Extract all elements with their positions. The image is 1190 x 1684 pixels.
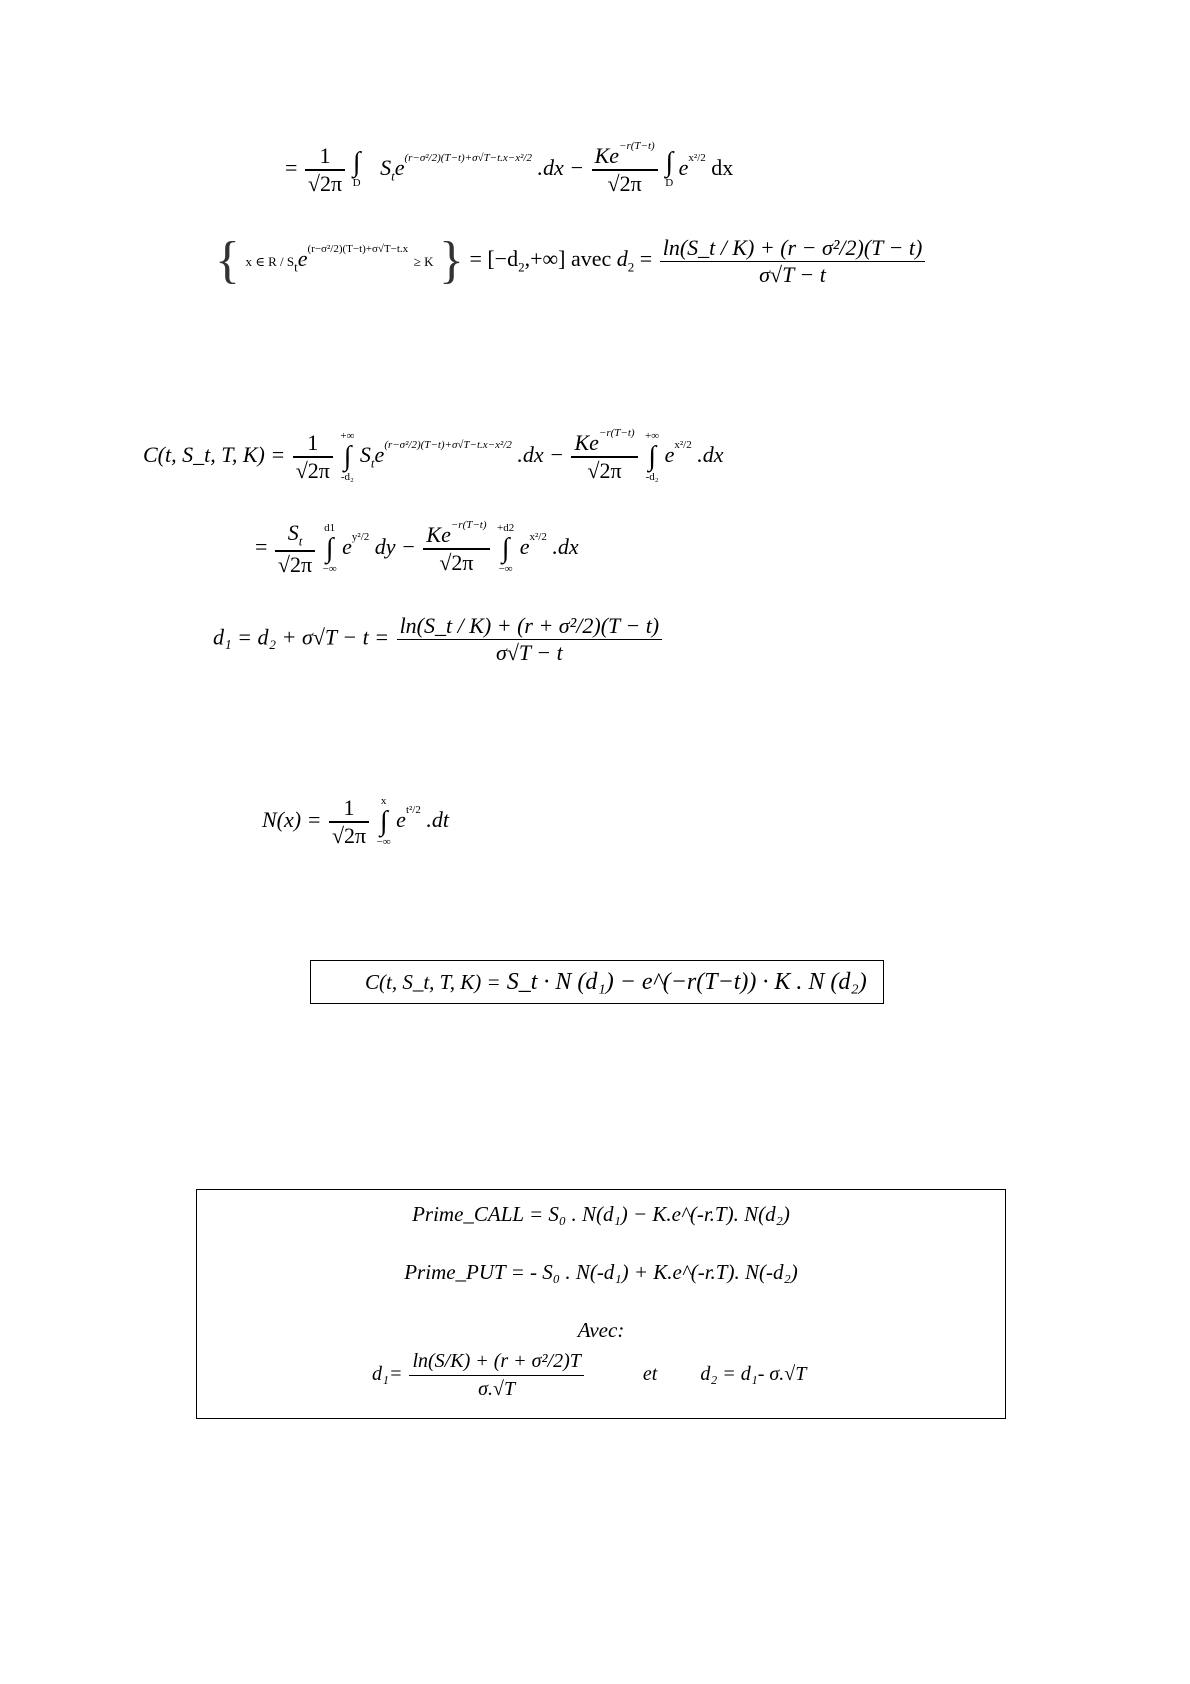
et-label: et [642,1363,658,1386]
equation-3: C(t, S_t, T, K) = $\frac{1}{√2\pi}$ +∞ ∫ -d₂ $S_te^{(r-\sigma^2/2)(T-t)+\sigma√T-t.x-x^2/2}$ .dx − $\frac{Ke^{-r(T-t)}}{√2\pi}$ +∞ ∫ -d₂ $e^{x^2/2}$ .dx [143,426,724,484]
d2-denominator: σ√T − t [759,261,826,287]
interval-start: = [−d [469,246,519,272]
d2-symbol: d [616,246,628,272]
exponent: (r−σ²/2)(T−t)+σ√T−t.x−x²/2 [404,151,532,164]
integral-lower: D [352,177,361,190]
fraction-1-over-sqrt2pi: $\frac{1}{√2\pi}$ [329,797,369,847]
fraction-ke: $\frac{Ke^{-r(T-t)}}{√2\pi}$ [571,432,637,482]
dx-label: .dx − [537,155,585,181]
integral: d1 ∫ −∞ [322,522,337,576]
interval-end: ,+∞] avec [524,246,612,272]
d1-definition [372,1350,806,1401]
set-exponent: (r−σ²/2)(T−t)+σ√T−t.x [307,242,409,255]
fraction-ke: $\frac{Ke^{-r(T-t)}}{√2\pi}$ [592,145,658,195]
exponent-2: x²/2 [688,151,706,164]
d1-box-numerator: ln(S/K) + (r + σ²/2)T [409,1350,583,1376]
d1-box-denominator: σ.√T [478,1378,516,1400]
d1-numerator: ln(S_t / K) + (r + σ²/2)(T − t) [397,615,663,640]
equation-4: = $\frac{S_t}{√2\pi}$ d1 ∫ −∞ $e^{y^2/2}$ dy − $\frac{Ke^{-r(T-t)}}{√2\pi}$ +d2 ∫ −∞ $e^{x^2/2}$ .dx [255,518,579,577]
call-lhs: C(t, S_t, T, K) = [143,442,286,468]
integral: x ∫ −∞ [376,795,391,849]
equals-sign: = [285,155,298,181]
integral-2: +d2 ∫ −∞ [497,522,515,576]
d1-lhs: d₁ = d₂ + σ√T − t = [213,624,390,650]
prime-put-formula: Prime_PUT = - S₀ . N(-d₁) + K.e^(-r.T). N(-d₂) [404,1260,798,1284]
d1-box-fraction [409,1350,583,1401]
prime-call-formula: Prime_CALL = S₀ . N(d₁) − K.e^(-r.T). N(d₂) [412,1202,790,1226]
term-s: $S_te^{(r-\sigma^2/2)(T-t)+\sigma√T-t.x-x^2/2}$ [359,438,512,471]
d1-fraction [397,615,663,664]
d1-lhs-box: d₁= [372,1363,403,1386]
equation-5 [213,615,664,664]
term-s: $S_te^{(r-\sigma^2/2)(T-t)+\sigma√T-t.x-x^2/2}$ [380,151,532,184]
nx-lhs: N(x) = [262,807,322,833]
d2-numerator: ln(S_t / K) + (r − σ²/2)(T − t) [660,237,926,262]
equation-7 [365,970,867,994]
call-lhs-boxed: C(t, S_t, T, K) = [365,970,501,994]
integral: ∫ D [352,147,361,190]
fraction-ke: $\frac{Ke^{-r(T-t)}}{√2\pi}$ [423,524,489,574]
frac-den: √2π [305,170,345,195]
summary-box [196,1189,1006,1419]
d2-definition: d₂ = d₁- σ.√T [700,1363,807,1386]
fraction-st-over-sqrt2pi: $\frac{S_t}{√2\pi}$ [275,522,315,575]
d1-denominator: σ√T − t [495,640,563,665]
dx-tail: dx [711,155,734,181]
avec-label: Avec: [577,1318,625,1342]
equation-2: { x ∈ $R / S_te^{(r-\sigma^2/2)(T-t)+\sigma√T-t.x} \ge K$ } = $[-d_2,+\infty]$ avec $d_2$ = $\frac{\text{ln(S\_t / K) + (r − σ²/2)(T − t)}}{\sigma√T - t}$ [215,235,927,287]
integral: +∞ ∫ -d₂ [340,430,355,484]
call-rhs-boxed: S_t · N (d₁) − e^(−r(T−t)) · K . N (d₂) [506,969,867,995]
equation-1: = $\frac{1}{√2\pi}$ ∫ D $S_te^{(r-\sigma^2/2)(T-t)+\sigma√T-t.x-x^2/2}$ .dx − $\frac{Ke^{-r(T-t)}}{√2\pi}$ ∫ D $e^{x^2/2}$ dx [285,139,734,196]
equation-6: N(x) = $\frac{1}{√2\pi}$ x ∫ −∞ $e^{t^2/2}$ .dt [262,795,449,849]
fraction-1-over-sqrt2pi [305,145,345,195]
set-left: x ∈ R / S [245,254,295,270]
integral-2: +∞ ∫ -d₂ [645,430,660,484]
fraction-1-over-sqrt2pi: $\frac{1}{√2\pi}$ [293,432,333,482]
d2-fraction [660,234,926,287]
frac-num: 1 [305,145,345,170]
set-right: ≥ K [413,254,434,270]
integral-2: ∫ D [665,147,674,190]
